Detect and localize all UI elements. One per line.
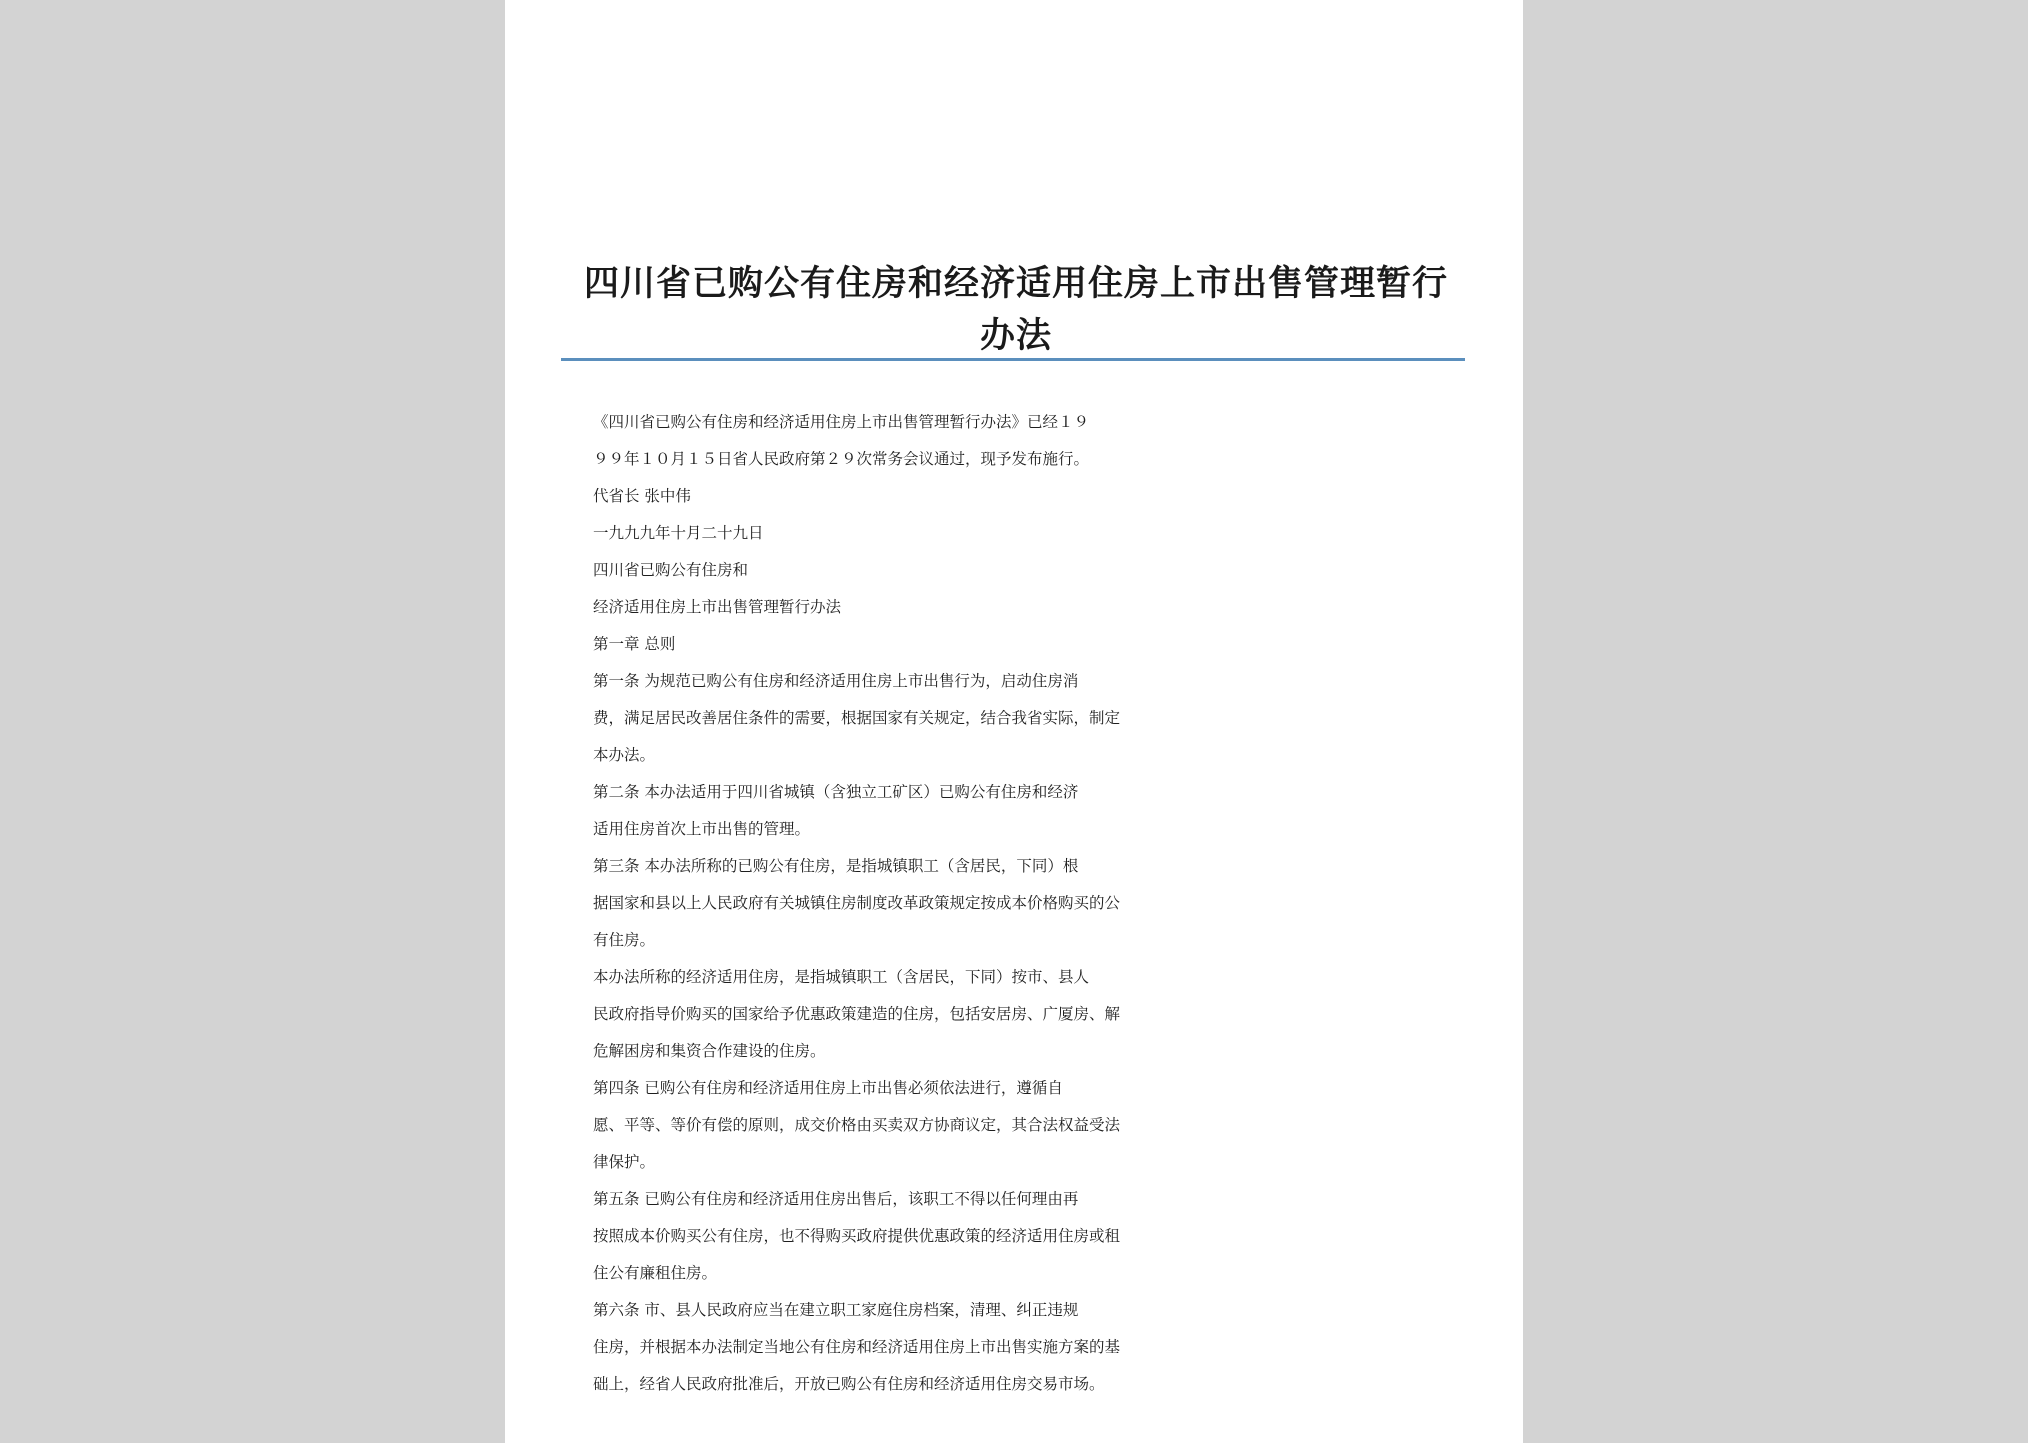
text-line: 第一章 总则 [593, 635, 676, 653]
text-line: 第五条 已购公有住房和经济适用住房出售后，该职工不得以任何理由再 [593, 1190, 1079, 1208]
text-line: 一九九九年十月二十九日 [593, 524, 764, 542]
title-divider [561, 358, 1465, 361]
document-page [505, 0, 1523, 1443]
document-body [593, 404, 1193, 1403]
text-line: 本办法。 [593, 746, 656, 764]
text-line: 《四川省已购公有住房和经济适用住房上市出售管理暂行办法》已经１９ [593, 413, 1090, 431]
text-line: 律保护。 [593, 1153, 656, 1171]
text-line: 经济适用住房上市出售管理暂行办法 [593, 598, 842, 616]
text-line: 第二条 本办法适用于四川省城镇（含独立工矿区）已购公有住房和经济 [593, 783, 1079, 801]
text-line: 按照成本价购买公有住房，也不得购买政府提供优惠政策的经济适用住房或租 [593, 1227, 1121, 1245]
text-line: 危解困房和集资合作建设的住房。 [593, 1042, 826, 1060]
title-line-2: 办法 [979, 315, 1052, 356]
text-line: 第六条 市、县人民政府应当在建立职工家庭住房档案，清理、纠正违规 [593, 1301, 1079, 1319]
document-title [560, 258, 1472, 362]
text-line: 据国家和县以上人民政府有关城镇住房制度改革政策规定按成本价格购买的公 [593, 894, 1121, 912]
text-line: 住房，并根据本办法制定当地公有住房和经济适用住房上市出售实施方案的基 [593, 1338, 1121, 1356]
text-line: 适用住房首次上市出售的管理。 [593, 820, 811, 838]
title-line-1: 四川省已购公有住房和经济适用住房上市出售管理暂行 [583, 263, 1448, 304]
text-line: 第三条 本办法所称的已购公有住房，是指城镇职工（含居民，下同）根 [593, 857, 1079, 875]
text-line: 费，满足居民改善居住条件的需要，根据国家有关规定，结合我省实际，制定 [593, 709, 1121, 727]
text-line: 本办法所称的经济适用住房，是指城镇职工（含居民，下同）按市、县人 [593, 968, 1090, 986]
text-line: ９９年１０月１５日省人民政府第２９次常务会议通过，现予发布施行。 [593, 450, 1090, 468]
text-line: 础上，经省人民政府批准后，开放已购公有住房和经济适用住房交易市场。 [593, 1375, 1105, 1393]
text-line: 住公有廉租住房。 [593, 1264, 718, 1282]
text-line: 四川省已购公有住房和 [593, 561, 749, 579]
text-line: 代省长 张中伟 [593, 487, 691, 505]
text-line: 愿、平等、等价有偿的原则，成交价格由买卖双方协商议定，其合法权益受法 [593, 1116, 1121, 1134]
text-line: 有住房。 [593, 931, 656, 949]
text-line: 民政府指导价购买的国家给予优惠政策建造的住房，包括安居房、广厦房、解 [593, 1005, 1121, 1023]
text-line: 第一条 为规范已购公有住房和经济适用住房上市出售行为，启动住房消 [593, 672, 1079, 690]
text-line: 第四条 已购公有住房和经济适用住房上市出售必须依法进行，遵循自 [593, 1079, 1063, 1097]
